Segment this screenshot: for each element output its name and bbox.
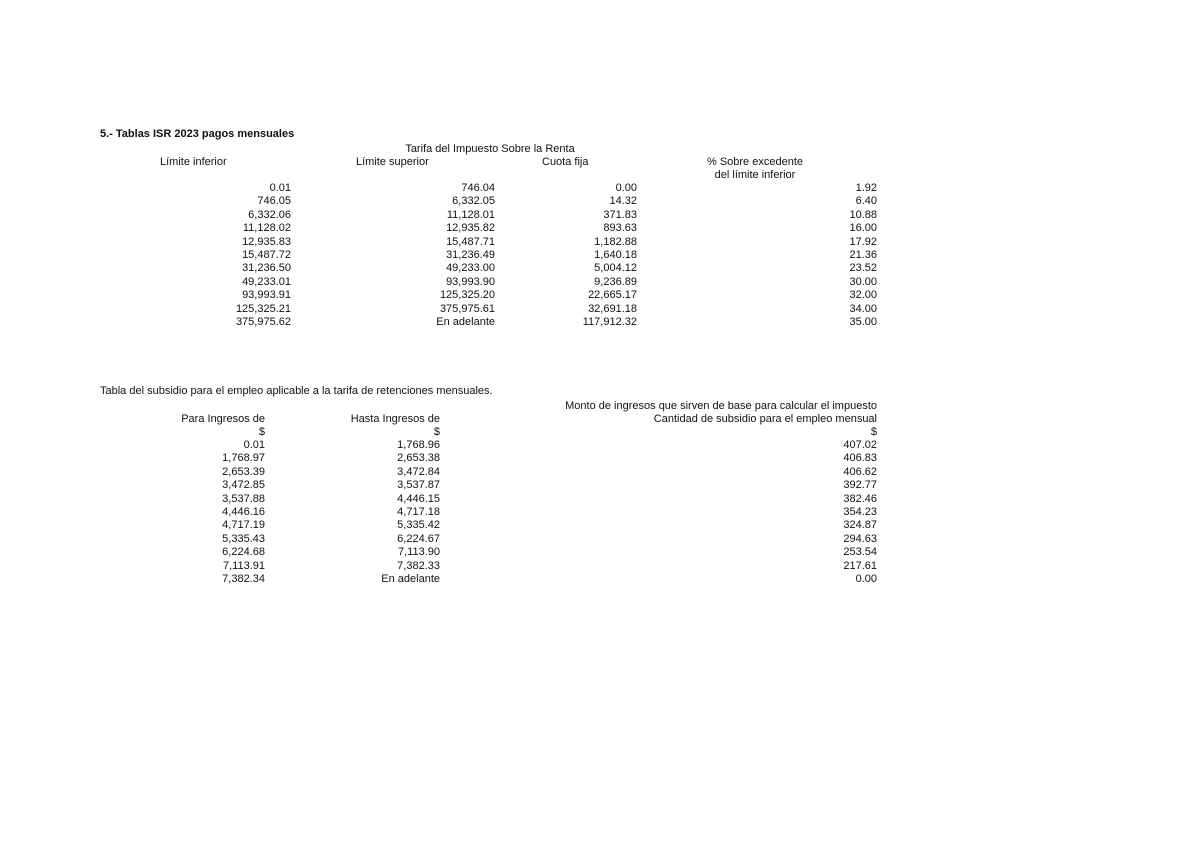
subsidio-currency-hasta: $ <box>433 426 440 438</box>
isr-cell-cuota-fija: 893.63 <box>603 222 637 235</box>
isr-cell-limite-inferior: 11,128.02 <box>242 222 291 235</box>
subsidio-table-row <box>0 493 1200 506</box>
subsidio-cell-hasta-ingresos: 6,224.67 <box>397 532 440 545</box>
isr-cell-limite-inferior: 125,325.21 <box>235 302 291 315</box>
subsidio-cell-cantidad: 253.54 <box>843 546 877 559</box>
subsidio-cell-para-ingresos: 7,113.91 <box>222 559 265 572</box>
isr-cell-cuota-fija: 14.32 <box>609 195 637 208</box>
isr-header-limite-inferior: Límite inferior <box>160 156 227 168</box>
subsidio-caption: Monto de ingresos que sirven de base para calcular el impuesto <box>565 400 877 412</box>
isr-cell-limite-superior: 12,935.82 <box>446 222 495 235</box>
isr-cell-porcentaje: 6.40 <box>855 195 877 208</box>
subsidio-cell-hasta-ingresos: 4,446.15 <box>397 492 440 505</box>
isr-cell-limite-superior: 375,975.61 <box>439 302 495 315</box>
isr-cell-limite-inferior: 15,487.72 <box>242 249 291 261</box>
subsidio-table-row <box>0 560 1200 573</box>
isr-cell-cuota-fija: 0.00 <box>615 182 637 194</box>
isr-cell-limite-inferior: 93,993.91 <box>242 289 291 302</box>
subsidio-table-row <box>0 519 1200 532</box>
subsidio-cell-para-ingresos: 3,537.88 <box>222 492 265 505</box>
subsidio-cell-hasta-ingresos: 3,472.84 <box>397 465 440 478</box>
isr-header-limite-superior: Límite superior <box>356 156 429 168</box>
subsidio-table-row <box>0 452 1200 465</box>
isr-cell-limite-inferior: 0.01 <box>269 182 291 194</box>
subsidio-currency-cantidad: $ <box>870 426 877 438</box>
isr-cell-porcentaje: 17.92 <box>849 235 877 248</box>
subsidio-cell-para-ingresos: 3,472.85 <box>222 479 265 492</box>
subsidio-cell-hasta-ingresos: 4,717.18 <box>397 506 440 518</box>
isr-cell-porcentaje: 21.36 <box>849 249 877 261</box>
isr-cell-limite-superior: 125,325.20 <box>439 289 495 302</box>
isr-cell-limite-inferior: 746.05 <box>257 195 291 208</box>
isr-cell-cuota-fija: 22,665.17 <box>588 289 637 302</box>
isr-cell-limite-superior: 11,128.01 <box>446 208 495 221</box>
subsidio-cell-cantidad: 407.02 <box>843 439 877 451</box>
subsidio-cell-cantidad: 406.62 <box>843 465 877 478</box>
isr-cell-cuota-fija: 1,182.88 <box>594 235 637 248</box>
isr-cell-porcentaje: 35.00 <box>849 316 877 328</box>
isr-cell-limite-superior: 6,332.05 <box>452 195 495 208</box>
isr-cell-cuota-fija: 117,912.32 <box>582 316 637 328</box>
isr-cell-cuota-fija: 371.83 <box>603 208 637 221</box>
isr-table-row <box>0 289 1200 302</box>
isr-cell-limite-superior: 31,236.49 <box>446 249 495 261</box>
isr-cell-limite-superior: En adelante <box>436 316 495 328</box>
isr-table-row <box>0 316 1200 329</box>
isr-table-row <box>0 303 1200 316</box>
subsidio-cell-cantidad: 392.77 <box>843 479 877 492</box>
subsidio-cell-cantidad: 354.23 <box>843 506 877 518</box>
subsidio-table-row <box>0 439 1200 452</box>
subsidio-cell-cantidad: 324.87 <box>843 519 877 532</box>
isr-cell-limite-superior: 15,487.71 <box>446 235 495 248</box>
subsidio-cell-para-ingresos: 5,335.43 <box>222 532 265 545</box>
isr-caption: Tarifa del Impuesto Sobre la Renta <box>405 143 575 155</box>
isr-cell-cuota-fija: 9,236.89 <box>594 275 637 288</box>
isr-table-row <box>0 236 1200 249</box>
subsidio-table-row <box>0 479 1200 492</box>
isr-table-row <box>0 209 1200 222</box>
subsidio-cell-para-ingresos: 4,717.19 <box>222 519 265 532</box>
isr-cell-limite-inferior: 6,332.06 <box>248 208 291 221</box>
isr-table-row <box>0 222 1200 235</box>
isr-cell-cuota-fija: 1,640.18 <box>594 249 637 261</box>
subsidio-cell-hasta-ingresos: 7,382.33 <box>397 559 440 572</box>
subsidio-cell-cantidad: 406.83 <box>843 452 877 465</box>
subsidio-cell-cantidad: 217.61 <box>843 559 877 572</box>
isr-header-porcentaje-line2: del límite inferior <box>714 169 796 181</box>
subsidio-cell-para-ingresos: 6,224.68 <box>222 546 265 559</box>
subsidio-cell-hasta-ingresos: 5,335.42 <box>397 519 440 532</box>
isr-cell-porcentaje: 34.00 <box>849 302 877 315</box>
isr-cell-limite-inferior: 375,975.62 <box>235 316 291 328</box>
isr-cell-limite-inferior: 49,233.01 <box>242 275 291 288</box>
subsidio-cell-para-ingresos: 2,653.39 <box>222 465 265 478</box>
isr-table-row <box>0 182 1200 195</box>
isr-cell-limite-superior: 746.04 <box>461 182 495 194</box>
isr-cell-cuota-fija: 32,691.18 <box>588 302 637 315</box>
subsidio-currency-para: $ <box>258 426 265 438</box>
isr-cell-limite-inferior: 12,935.83 <box>242 235 291 248</box>
isr-header-cuota-fija: Cuota fija <box>542 156 589 168</box>
isr-cell-limite-superior: 49,233.00 <box>446 262 495 275</box>
subsidio-header-para-ingresos: Para Ingresos de <box>181 413 265 425</box>
isr-header-porcentaje-line1: % Sobre excedente <box>706 156 803 168</box>
isr-cell-cuota-fija: 5,004.12 <box>594 262 637 275</box>
subsidio-cell-hasta-ingresos: 3,537.87 <box>397 479 440 492</box>
isr-cell-porcentaje: 10.88 <box>849 208 877 221</box>
subsidio-cell-hasta-ingresos: 2,653.38 <box>397 452 440 465</box>
isr-cell-porcentaje: 1.92 <box>855 182 877 194</box>
subsidio-cell-cantidad: 294.63 <box>843 532 877 545</box>
isr-cell-limite-superior: 93,993.90 <box>446 275 495 288</box>
isr-cell-porcentaje: 16.00 <box>849 222 877 235</box>
subsidio-cell-para-ingresos: 4,446.16 <box>222 506 265 518</box>
subsidio-cell-cantidad: 382.46 <box>843 492 877 505</box>
subsidio-cell-cantidad: 0.00 <box>855 573 877 585</box>
isr-table-row <box>0 249 1200 262</box>
subsidio-cell-para-ingresos: 0.01 <box>243 439 265 451</box>
isr-cell-porcentaje: 32.00 <box>849 289 877 302</box>
subsidio-table-row <box>0 546 1200 559</box>
subsidio-header-hasta-ingresos: Hasta Ingresos de <box>350 413 440 425</box>
section-title: 5.- Tablas ISR 2023 pagos mensuales <box>100 128 295 140</box>
subsidio-cell-hasta-ingresos: En adelante <box>381 573 440 585</box>
subsidio-table-row <box>0 573 1200 586</box>
subsidio-cell-hasta-ingresos: 7,113.90 <box>397 546 440 559</box>
isr-table-row <box>0 276 1200 289</box>
subsidio-table-row <box>0 506 1200 519</box>
isr-table-row <box>0 195 1200 208</box>
isr-cell-porcentaje: 23.52 <box>849 262 877 275</box>
subsidio-cell-hasta-ingresos: 1,768.96 <box>397 439 440 451</box>
isr-table-row <box>0 262 1200 275</box>
subsidio-title: Tabla del subsidio para el empleo aplicable a la tarifa de retenciones mensuales. <box>100 385 493 397</box>
isr-cell-limite-inferior: 31,236.50 <box>242 262 291 275</box>
subsidio-header-cantidad: Cantidad de subsidio para el empleo mensual <box>653 413 877 425</box>
subsidio-table-row <box>0 533 1200 546</box>
subsidio-table-row <box>0 466 1200 479</box>
isr-cell-porcentaje: 30.00 <box>849 275 877 288</box>
subsidio-cell-para-ingresos: 1,768.97 <box>222 452 265 465</box>
subsidio-cell-para-ingresos: 7,382.34 <box>222 573 265 585</box>
